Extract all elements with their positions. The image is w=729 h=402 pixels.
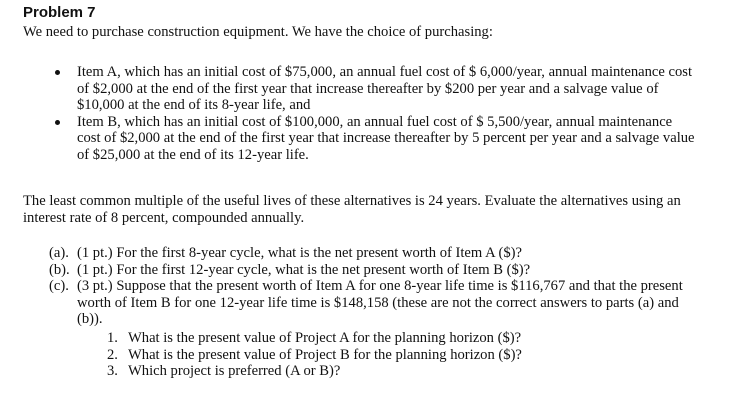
question-c-marker: (c). — [49, 278, 69, 295]
sub-question-2-text: What is the present value of Project B for the planning horizon ($)? — [128, 346, 522, 363]
sub-question-2 — [0, 347, 688, 364]
question-a-text: (1 pt.) For the first 8-year cycle, what is the net present worth of Item A ($)? — [77, 245, 522, 261]
sub-question-1-marker: 1. — [107, 330, 118, 346]
sub-question-1 — [0, 330, 688, 347]
item-a-description — [0, 64, 697, 114]
problem-intro: We need to purchase construction equipment. We have the choice of purchasing: — [23, 24, 493, 40]
question-a — [0, 245, 699, 262]
sub-question-2-marker: 2. — [107, 346, 118, 363]
item-b-description — [0, 114, 697, 164]
bullet-icon — [55, 70, 60, 75]
bullet-icon — [55, 120, 60, 125]
equipment-options-list — [0, 64, 729, 164]
question-c — [0, 278, 699, 328]
problem-title: Problem 7 — [23, 4, 96, 21]
question-b-text: (1 pt.) For the first 12-year cycle, what is the net present worth of Item B ($)? — [77, 261, 531, 278]
sub-question-3-text: Which project is preferred (A or B)? — [128, 363, 341, 380]
item-a-text: Item A, which has an initial cost of $75,000, an annual fuel cost of $ 6,000/year, annual maintenance cost of $2,000 at the end of the first year that increase thereafter by $200 per year and a salvage value of $10,000 at the end of its 8-year life, and — [77, 64, 693, 114]
question-list — [0, 245, 729, 328]
sub-question-3-marker: 3. — [107, 363, 118, 380]
sub-question-1-text: What is the present value of Project A for the planning horizon ($)? — [128, 330, 522, 346]
question-a-marker: (a). — [49, 245, 69, 261]
item-b-text: Item B, which has an initial cost of $100,000, an annual fuel cost of $ 5,500/year, annual maintenance cost of $2,000 at the end of the first year that increase thereafter by 5 percent per year and a salvage value of $25,000 at the end of its 12-year life. — [77, 113, 695, 163]
question-b-marker: (b). — [49, 261, 70, 278]
lcm-paragraph: The least common multiple of the useful lives of these alternatives is 24 years. Evaluate the alternatives using an interest rate of 8 percent, compounded annually. — [23, 193, 681, 226]
question-c-sublist — [0, 330, 729, 380]
sub-question-3 — [0, 363, 688, 380]
question-c-text: (3 pt.) Suppose that the present worth of Item A for one 8-year life time is $116,767 and that the present worth of Item B for one 12-year life time is $148,158 (these are not the correct answers to parts (a) and (b)). — [77, 278, 683, 328]
question-b — [0, 262, 699, 279]
